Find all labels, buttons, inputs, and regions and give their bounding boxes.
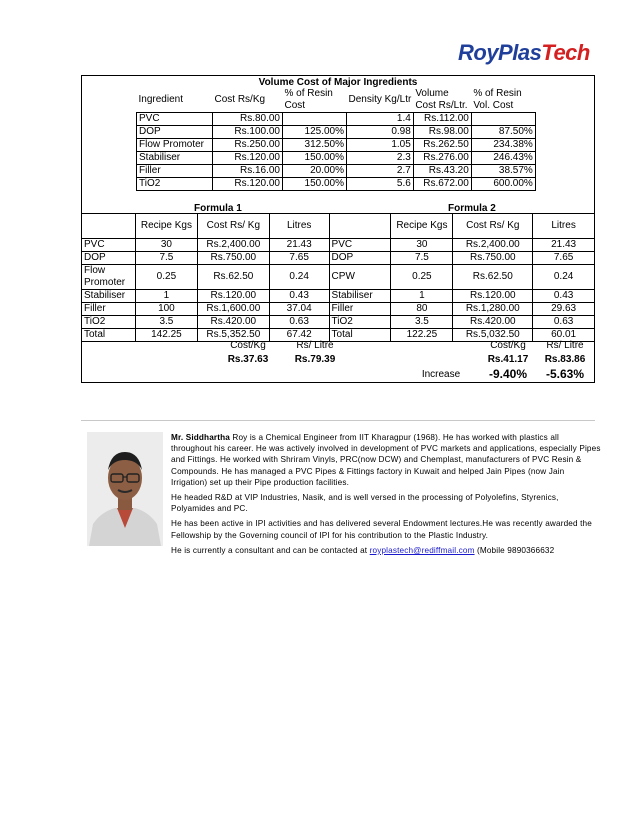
column-header: Cost Rs/ Kg <box>453 214 533 239</box>
bio-paragraph: He is currently a consultant and can be contacted at royplastech@rediffmail.com (Mobile 9890366632 <box>171 545 555 555</box>
resin-vol-pct-cell: 87.50% <box>471 126 535 139</box>
table-row <box>137 178 536 191</box>
resin-cost-pct-cell: 150.00% <box>283 152 347 165</box>
formula-comparison-table <box>81 213 595 342</box>
f1-cost-cell: Rs.420.00 <box>197 316 269 329</box>
cost-cell: Rs.120.00 <box>213 178 283 191</box>
density-cell: 2.3 <box>347 152 414 165</box>
cost-cell: Rs.250.00 <box>213 139 283 152</box>
column-header: Litres <box>533 214 595 239</box>
ingredient-cell: Filler <box>137 165 213 178</box>
author-portrait-photo <box>87 432 163 546</box>
f1-rs-litre-value: Rs.79.39 <box>294 354 336 365</box>
f2-recipe-kgs-cell: 7.5 <box>391 252 453 265</box>
volume-cost-cell: Rs.262.50 <box>413 139 471 152</box>
ingredient-cell: PVC <box>137 113 213 126</box>
f1-cost-cell: Rs.62.50 <box>197 265 269 290</box>
column-header: % of Resin Cost <box>284 88 333 111</box>
bio-paragraph: He has been active in IPI activities and has delivered several Endowment lectures.He was recently awarded the Fellowship by the Governing council of IPI for his contribution to the Plastic Industry. <box>171 519 592 540</box>
table-row <box>137 139 536 152</box>
density-cell: 5.6 <box>347 178 414 191</box>
column-header: Litres <box>269 214 329 239</box>
f1-rs-litre-label: Rs/ Litre <box>296 340 334 351</box>
f2-recipe-kgs-cell: 30 <box>391 239 453 252</box>
f1-cost-kg-label: Cost/Kg <box>230 340 266 351</box>
f1-recipe-kgs-cell: 100 <box>135 303 197 316</box>
bio-paragraph: Mr. Siddhartha Roy is a Chemical Engineer from IIT Kharagpur (1968). He has worked with plastics all throughout his career. He was actively involved in development of PVC markets and applications, especially Pipes and Fittings. He worked with Shriram Vinyls, PRC(now DCW) and Chemplast, manufacturers of PVC Resin & Compounds. He has managed a PVC Pipes & Fittings factory in Kuwait and helped Jain Pipes (now Jain Irrigation) set up their Pipe production facilities. <box>171 433 601 487</box>
volume-cost-cell: Rs.98.00 <box>413 126 471 139</box>
f2-litres-cell: 7.65 <box>533 252 595 265</box>
f2-cost-cell: Rs.5,032.50 <box>453 329 533 342</box>
ingredient-cell: DOP <box>137 126 213 139</box>
f2-cost-cell: Rs.420.00 <box>453 316 533 329</box>
f1-ingredient-cell: TiO2 <box>82 316 136 329</box>
f2-ingredient-cell: TiO2 <box>329 316 391 329</box>
blank-header-cell <box>329 214 391 239</box>
f2-litres-cell: 0.43 <box>533 290 595 303</box>
resin-cost-pct-cell: 150.00% <box>283 178 347 191</box>
f1-litres-cell: 0.24 <box>269 265 329 290</box>
column-header: Ingredient <box>138 94 183 105</box>
column-header: Recipe Kgs <box>391 214 453 239</box>
resin-cost-pct-cell: 312.50% <box>283 139 347 152</box>
cost-cell: Rs.120.00 <box>213 152 283 165</box>
volume-cost-cell: Rs.112.00 <box>413 113 471 126</box>
f1-ingredient-cell: DOP <box>82 252 136 265</box>
cost-cell: Rs.16.00 <box>213 165 283 178</box>
table-row <box>137 126 536 139</box>
f2-litres-cell: 0.24 <box>533 265 595 290</box>
author-name: Mr. Siddhartha <box>171 433 230 442</box>
f1-recipe-kgs-cell: 0.25 <box>135 265 197 290</box>
roy-plas-tech-logo: RoyPlasTech <box>458 40 590 65</box>
volume-cost-cell: Rs.672.00 <box>413 178 471 191</box>
f2-ingredient-cell: PVC <box>329 239 391 252</box>
f1-cost-cell: Rs.5,352.50 <box>197 329 269 342</box>
f1-recipe-kgs-cell: 1 <box>135 290 197 303</box>
table-row <box>137 113 536 126</box>
f2-ingredient-cell: DOP <box>329 252 391 265</box>
f1-litres-cell: 7.65 <box>269 252 329 265</box>
f2-recipe-kgs-cell: 1 <box>391 290 453 303</box>
increase-cost-kg-value: -9.40% <box>488 367 528 381</box>
table-row <box>137 152 536 165</box>
f1-cost-cell: Rs.2,400.00 <box>197 239 269 252</box>
f2-litres-cell: 60.01 <box>533 329 595 342</box>
cost-cell: Rs.100.00 <box>213 126 283 139</box>
resin-cost-pct-cell <box>283 113 347 126</box>
f1-ingredient-cell: Filler <box>82 303 136 316</box>
density-cell: 1.4 <box>347 113 414 126</box>
f1-cost-cell: Rs.1,600.00 <box>197 303 269 316</box>
f2-cost-cell: Rs.1,280.00 <box>453 303 533 316</box>
bio-paragraph: He headed R&D at VIP Industries, Nasik, and is well versed in the processing of Polyolefins, Styrenics, Polyamides and PC. <box>171 493 559 514</box>
f2-litres-cell: 0.63 <box>533 316 595 329</box>
f1-ingredient-cell: Stabiliser <box>82 290 136 303</box>
f2-ingredient-cell: CPW <box>329 265 391 290</box>
resin-vol-pct-cell: 246.43% <box>471 152 535 165</box>
table-row <box>82 239 595 252</box>
f2-cost-cell: Rs.750.00 <box>453 252 533 265</box>
f1-recipe-kgs-cell: 7.5 <box>135 252 197 265</box>
column-header: Cost Rs/Kg <box>214 94 266 105</box>
cost-table-title: Volume Cost of Major Ingredients <box>258 77 418 88</box>
f1-recipe-kgs-cell: 30 <box>135 239 197 252</box>
f1-cost-cell: Rs.750.00 <box>197 252 269 265</box>
volume-cost-cell: Rs.43.20 <box>413 165 471 178</box>
f2-cost-cell: Rs.2,400.00 <box>453 239 533 252</box>
ingredient-cell: Flow Promoter <box>137 139 213 152</box>
column-header: Volume Cost Rs/Ltr. <box>415 88 468 111</box>
f2-litres-cell: 29.63 <box>533 303 595 316</box>
density-cell: 0.98 <box>347 126 414 139</box>
cost-cell: Rs.80.00 <box>213 113 283 126</box>
f1-recipe-kgs-cell: 142.25 <box>135 329 197 342</box>
table-row <box>137 165 536 178</box>
increase-rs-litre-value: -5.63% <box>545 367 585 381</box>
author-bio <box>171 432 601 560</box>
volume-cost-cell: Rs.276.00 <box>413 152 471 165</box>
f2-rs-litre-value: Rs.83.86 <box>544 354 586 365</box>
table-header-row <box>137 88 536 113</box>
f1-litres-cell: 0.43 <box>269 290 329 303</box>
column-header: Density Kg/Ltr <box>348 94 412 105</box>
resin-vol-pct-cell: 234.38% <box>471 139 535 152</box>
f1-litres-cell: 21.43 <box>269 239 329 252</box>
f2-cost-kg-value: Rs.41.17 <box>487 354 529 365</box>
f2-litres-cell: 21.43 <box>533 239 595 252</box>
blank-header-cell <box>82 214 136 239</box>
density-cell: 1.05 <box>347 139 414 152</box>
table-row <box>82 252 595 265</box>
resin-vol-pct-cell <box>471 113 535 126</box>
resin-vol-pct-cell: 600.00% <box>471 178 535 191</box>
table-row <box>82 290 595 303</box>
f2-rs-litre-label: Rs/ Litre <box>546 340 584 351</box>
f1-litres-cell: 0.63 <box>269 316 329 329</box>
f2-cost-kg-label: Cost/Kg <box>490 340 526 351</box>
volume-cost-table <box>136 88 536 191</box>
f2-cost-cell: Rs.120.00 <box>453 290 533 303</box>
resin-cost-pct-cell: 20.00% <box>283 165 347 178</box>
formula-1-title: Formula 1 <box>194 203 242 214</box>
f1-ingredient-cell: Flow Promoter <box>82 265 136 290</box>
column-header: Recipe Kgs <box>135 214 197 239</box>
f1-ingredient-cell: PVC <box>82 239 136 252</box>
table-row <box>82 265 595 290</box>
column-header: Cost Rs/ Kg <box>197 214 269 239</box>
formula-2-title: Formula 2 <box>448 203 496 214</box>
f1-cost-cell: Rs.120.00 <box>197 290 269 303</box>
f2-ingredient-cell: Total <box>329 329 391 342</box>
resin-vol-pct-cell: 38.57% <box>471 165 535 178</box>
resin-cost-pct-cell: 125.00% <box>283 126 347 139</box>
section-divider <box>81 420 595 421</box>
f1-ingredient-cell: Total <box>82 329 136 342</box>
f1-litres-cell: 67.42 <box>269 329 329 342</box>
table-row <box>82 316 595 329</box>
f2-recipe-kgs-cell: 3.5 <box>391 316 453 329</box>
table-row <box>82 303 595 316</box>
f1-recipe-kgs-cell: 3.5 <box>135 316 197 329</box>
column-header: % of Resin Vol. Cost <box>473 88 522 111</box>
f1-litres-cell: 37.04 <box>269 303 329 316</box>
f2-ingredient-cell: Filler <box>329 303 391 316</box>
f2-ingredient-cell: Stabiliser <box>329 290 391 303</box>
f2-recipe-kgs-cell: 0.25 <box>391 265 453 290</box>
f2-recipe-kgs-cell: 80 <box>391 303 453 316</box>
ingredient-cell: Stabiliser <box>137 152 213 165</box>
f1-cost-kg-value: Rs.37.63 <box>227 354 269 365</box>
email-link[interactable]: royplastech@rediffmail.com <box>369 545 475 555</box>
table-header-row <box>82 214 595 239</box>
ingredient-cell: TiO2 <box>137 178 213 191</box>
f2-cost-cell: Rs.62.50 <box>453 265 533 290</box>
f2-recipe-kgs-cell: 122.25 <box>391 329 453 342</box>
increase-label: Increase <box>421 369 461 380</box>
density-cell: 2.7 <box>347 165 414 178</box>
